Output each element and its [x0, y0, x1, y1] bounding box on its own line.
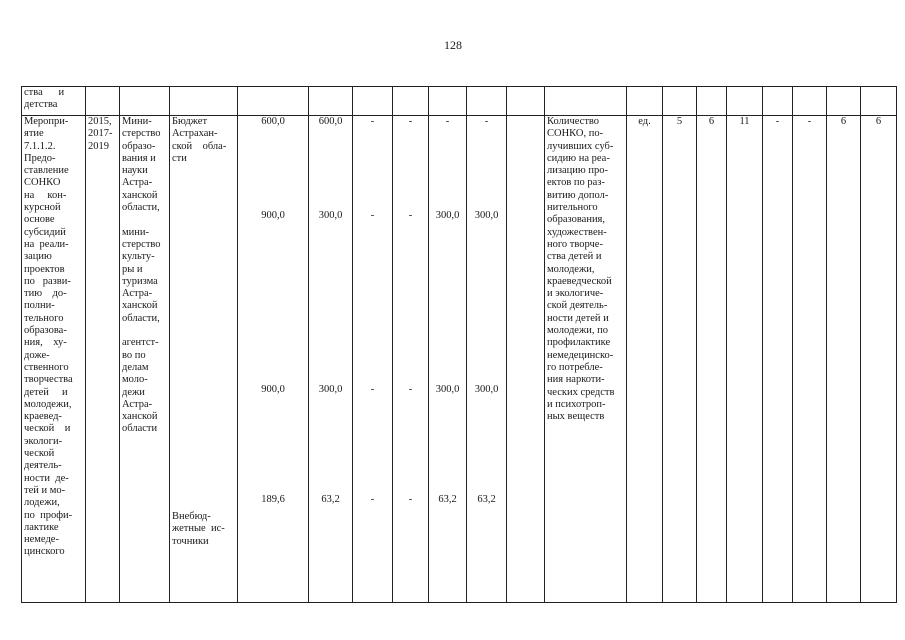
- funding-value: -: [408, 116, 413, 127]
- funding-column-1: [238, 116, 309, 603]
- empty-cell: [861, 87, 897, 116]
- empty-cell: [827, 87, 861, 116]
- source-budget: Бюджет Астрахан- ской обла- сти: [172, 116, 227, 164]
- unit-cell: [627, 116, 663, 603]
- empty-cell: [170, 87, 238, 116]
- funding-value: -: [370, 116, 375, 127]
- indicator-value-text: 11: [739, 116, 750, 127]
- years-cell: [86, 116, 120, 603]
- funding-value: 300,0: [474, 210, 499, 221]
- funding-column-2: [309, 116, 353, 603]
- indicator-value-text: -: [775, 116, 780, 127]
- continued-text: ства и детства: [24, 87, 65, 111]
- source-extra: Внебюд- жетные ис- точники: [172, 511, 225, 547]
- funding-value: -: [445, 116, 450, 127]
- indicator-value-5: [793, 116, 827, 603]
- empty-cell: [238, 87, 309, 116]
- funding-value: 189,6: [261, 494, 285, 505]
- table-row-measure: [22, 116, 897, 603]
- empty-cell: [120, 87, 170, 116]
- empty-cell: [763, 87, 793, 116]
- measure-years: 2015, 2017- 2019: [88, 116, 113, 152]
- empty-cell: [507, 87, 545, 116]
- page-number: 128: [444, 38, 462, 52]
- empty-cell: [467, 87, 507, 116]
- indicator-value-text: 5: [676, 116, 683, 127]
- unit-text: ед.: [638, 116, 651, 127]
- funding-value: 63,2: [321, 494, 340, 505]
- funding-value: -: [484, 116, 489, 127]
- table-row-continued: [22, 87, 897, 116]
- measure-name-cell: [22, 116, 86, 603]
- indicator-value-text: -: [807, 116, 812, 127]
- funding-value: -: [370, 494, 375, 505]
- funding-value: 900,0: [261, 384, 285, 395]
- empty-cell: [309, 87, 353, 116]
- program-table: [21, 86, 897, 603]
- funding-value: -: [370, 384, 375, 395]
- source-cell: [170, 116, 238, 603]
- indicator-value-3: [727, 116, 763, 603]
- indicator-value-6: [827, 116, 861, 603]
- funding-value: 300,0: [318, 384, 343, 395]
- funding-value: 300,0: [318, 210, 343, 221]
- empty-cell: [86, 87, 120, 116]
- empty-cell: [793, 87, 827, 116]
- indicator-value-1: [663, 116, 697, 603]
- continued-cell: [22, 87, 86, 116]
- measure-executors: Мини- стерство образо- вания и науки Астра- ханской области, мини- стерство культу- ры и туризма Астра- ханской области, агентст- во по делам моло- дежи Астра- ханской области: [122, 116, 161, 435]
- empty-cell: [627, 87, 663, 116]
- indicator-value-7: [861, 116, 897, 603]
- funding-value: -: [408, 384, 413, 395]
- empty-cell: [727, 87, 763, 116]
- empty-cell: [697, 87, 727, 116]
- funding-value: 600,0: [318, 116, 343, 127]
- empty-cell: [429, 87, 467, 116]
- indicator-value-text: 6: [708, 116, 715, 127]
- empty-cell: [545, 87, 627, 116]
- indicator-value-text: 6: [875, 116, 882, 127]
- empty-cell: [663, 87, 697, 116]
- funding-column-3: [353, 116, 393, 603]
- funding-value: 900,0: [261, 210, 285, 221]
- funding-column-6: [467, 116, 507, 603]
- empty-cell: [393, 87, 429, 116]
- indicator-value-2: [697, 116, 727, 603]
- funding-value: 600,0: [261, 116, 285, 127]
- indicator-text: Количество СОНКО, по- лучивших суб- сидию на реа- лизацию про- ектов по раз- витию допол- нительного образования, художествен- ного творче- ства детей и молодежи, краеведческой и экологиче- ской деятель- ности детей и молодежи, по профилактике немедецинско- го потребле- ния наркоти- ческих средств и психотроп- ных веществ: [547, 116, 615, 423]
- funding-value: -: [408, 210, 413, 221]
- indicator-value-4: [763, 116, 793, 603]
- empty-cell: [353, 87, 393, 116]
- funding-value: -: [370, 210, 375, 221]
- funding-column-4: [393, 116, 429, 603]
- funding-value: -: [408, 494, 413, 505]
- funding-value: 63,2: [438, 494, 457, 505]
- funding-value: 63,2: [477, 494, 496, 505]
- measure-name: Меропри- ятие 7.1.1.2. Предо- ставление СОНКО на кон- курсной основе субсидий на реали- зацию проектов по разви- тию до- полни- тельного образова- ния, ху- доже- ственного творчества детей и молодежи, краевед- ческой и экологи- ческой деятель- ности де- тей и мо- лодежи, по профи- лактике немеде- цинского: [24, 116, 73, 558]
- funding-value: 300,0: [474, 384, 499, 395]
- funding-value: 300,0: [435, 210, 460, 221]
- funding-value: 300,0: [435, 384, 460, 395]
- executors-cell: [120, 116, 170, 603]
- funding-column-5: [429, 116, 467, 603]
- indicator-cell: [545, 116, 627, 603]
- empty-cell: [507, 116, 545, 603]
- indicator-value-text: 6: [840, 116, 847, 127]
